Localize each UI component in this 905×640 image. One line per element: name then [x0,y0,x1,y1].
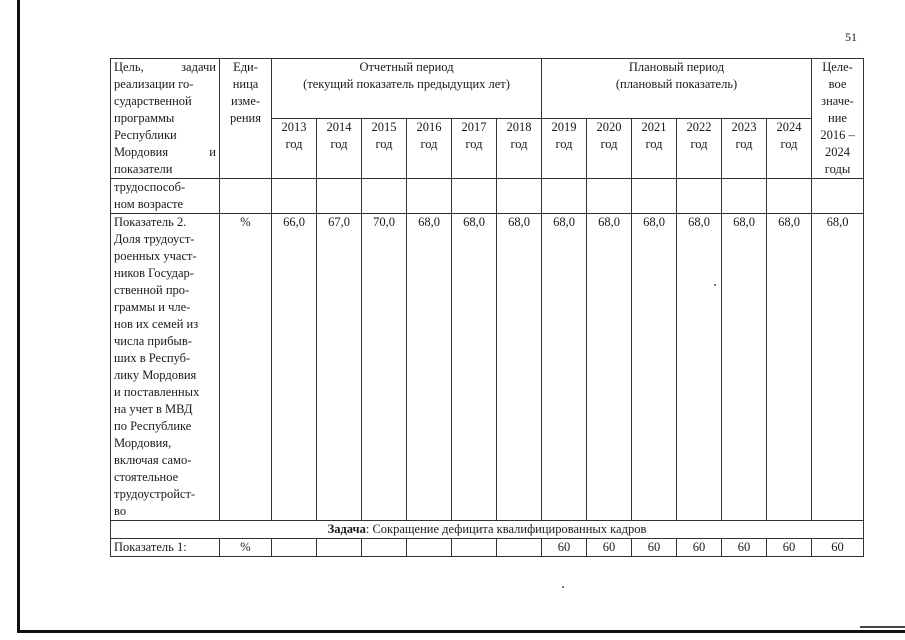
scan-bottom-edge-mark [860,626,905,628]
empty-cell [220,179,272,214]
indicator-2-value: 68,0 [542,214,587,521]
header-target-cell-line: ние [828,111,847,125]
year-label: 2014 [326,120,352,134]
indicator-2-value: 68,0 [407,214,452,521]
indicator-2-name-line: ших в Респуб- [114,351,191,365]
header-plan-period-line: Плановый период [628,60,725,74]
year-header-cell [722,119,767,179]
year-label: 2023 [731,120,757,134]
header-target-cell [812,59,864,179]
header-target-cell-line: 2016 – [820,128,855,142]
year-label: 2018 [506,120,532,134]
indicator-1-value [272,539,317,557]
indicator-1-value [452,539,497,557]
indicator-2-value: 66,0 [272,214,317,521]
year-header-cell [632,119,677,179]
indicator-1-value [362,539,407,557]
indicator-2-name-line: трудоустройст- [114,487,196,501]
header-goal-cell-line: реализации го- [114,77,194,91]
page-number: 51 [845,30,857,44]
header-report-period [272,59,542,119]
empty-cell [362,179,407,214]
indicator-1-value [497,539,542,557]
year-suffix: год [780,137,798,151]
indicator-1-value [317,539,362,557]
header-goal-cell-line: Республики [114,128,177,142]
indicator-1-value: 60 [632,539,677,557]
indicator-1-value [407,539,452,557]
year-header-cell [587,119,632,179]
indicator-2-name-line: и поставленных [114,385,200,399]
indicator-2-value: 67,0 [317,214,362,521]
header-target-cell-line: годы [824,162,851,176]
indicator-2-value: 68,0 [677,214,722,521]
task-text: : Сокращение дефицита квалифицированных кадров [365,522,647,536]
indicator-1-name: Показатель 1: [111,539,220,557]
year-suffix: год [735,137,753,151]
header-report-period-line: (текущий показатель предыдущих лет) [303,77,510,91]
year-label: 2016 [416,120,442,134]
year-suffix: год [330,137,348,151]
table-row-indicator-1 [111,539,864,557]
indicator-2-name-line: стоятельное [114,470,179,484]
header-report-period-line: Отчетный период [359,60,454,74]
indicator-2-value: 68,0 [767,214,812,521]
indicator-1-value: 60 [542,539,587,557]
year-suffix: год [285,137,303,151]
header-unit-cell-line: изме- [230,94,261,108]
empty-cell [452,179,497,214]
empty-cell [677,179,722,214]
indicator-2-target: 68,0 [812,214,864,521]
indicator-2-name-line: лику Мордовия [114,368,197,382]
indicator-2-name-line: по Республике [114,419,192,433]
indicator-2-name-line: граммы и чле- [114,300,191,314]
year-suffix: год [510,137,528,151]
year-label: 2013 [281,120,307,134]
header-row [111,59,864,119]
year-suffix: год [645,137,663,151]
empty-cell [317,179,362,214]
indicator-1-value: 60 [587,539,632,557]
year-label: 2024 [776,120,802,134]
year-header-cell [317,119,362,179]
continuation-text-cell-line: трудоспособ- [114,180,186,194]
indicator-2-name-line: ников Государ- [114,266,194,280]
indicator-1-value: 60 [722,539,767,557]
year-suffix: год [555,137,573,151]
task-row [111,521,864,539]
indicator-2-value: 68,0 [632,214,677,521]
header-goal-cell-line: показатели [114,162,173,176]
empty-cell [497,179,542,214]
year-label: 2020 [596,120,622,134]
year-header-cell [677,119,722,179]
continuation-text-cell [111,179,220,214]
year-header-cell [407,119,452,179]
indicator-2-name-line: во [114,504,127,518]
year-header-cell [542,119,587,179]
indicator-1-unit: % [220,539,272,557]
header-target-cell-line: вое [828,77,847,91]
indicator-1-value: 60 [677,539,722,557]
indicator-2-name-line: Показатель 2. [114,215,187,229]
year-suffix: год [600,137,618,151]
header-target-cell-line: Целе- [822,60,853,74]
indicator-2-name-line: на учет в МВД [114,402,193,416]
empty-cell [407,179,452,214]
indicator-2-value: 68,0 [452,214,497,521]
empty-cell [767,179,812,214]
header-goal-cell-line: сударственной [114,94,192,108]
indicator-2-name-line: Мордовия, [114,436,172,450]
year-header-cell [362,119,407,179]
header-unit-cell-line: Еди- [233,60,258,74]
year-label: 2021 [641,120,667,134]
header-goal-cell-line: программы [114,111,175,125]
header-goal-cell-line: Цель, задачи [114,60,216,74]
header-goal-cell-line: Мордовия и [114,145,216,159]
year-label: 2022 [686,120,712,134]
empty-cell [722,179,767,214]
empty-cell [812,179,864,214]
task-label: Задача [327,522,366,536]
year-header-cell [767,119,812,179]
header-unit-cell-line: рения [230,111,261,125]
indicator-2-name [111,214,220,521]
header-target-cell-line: значе- [821,94,854,108]
year-header-cell [452,119,497,179]
indicator-2-name-line: включая само- [114,453,192,467]
indicator-2-name-line: Доля трудоуст- [114,232,195,246]
indicator-2-name-line: нов их семей из [114,317,199,331]
table-row-indicator-2 [111,214,864,521]
scan-bottom-edge [17,630,905,633]
indicator-2-value: 68,0 [722,214,767,521]
empty-cell [542,179,587,214]
empty-cell [587,179,632,214]
scan-speck [562,586,564,588]
year-label: 2015 [371,120,397,134]
table-row [111,179,864,214]
indicator-1-target: 60 [812,539,864,557]
indicator-2-name-line: ственной про- [114,283,190,297]
empty-cell [272,179,317,214]
year-suffix: год [375,137,393,151]
scan-left-edge [17,0,20,633]
indicator-2-name-line: числа прибыв- [114,334,192,348]
year-suffix: год [690,137,708,151]
header-unit-cell-line: ница [232,77,259,91]
year-label: 2017 [461,120,487,134]
indicators-table [110,58,864,557]
indicator-2-value: 70,0 [362,214,407,521]
header-plan-period-line: (плановый показатель) [615,77,738,91]
year-suffix: год [465,137,483,151]
empty-cell [632,179,677,214]
year-suffix: год [420,137,438,151]
task-cell [111,521,864,539]
header-target-cell-line: 2024 [825,145,851,159]
year-label: 2019 [551,120,577,134]
year-header-cell [272,119,317,179]
continuation-text-cell-line: ном возрасте [114,197,184,211]
indicator-2-unit: % [220,214,272,521]
indicator-2-name-line: роенных участ- [114,249,197,263]
header-goal-cell [111,59,220,179]
indicator-1-value: 60 [767,539,812,557]
indicator-2-value: 68,0 [587,214,632,521]
header-unit-cell [220,59,272,179]
header-plan-period [542,59,812,119]
year-header-cell [497,119,542,179]
indicator-2-value: 68,0 [497,214,542,521]
